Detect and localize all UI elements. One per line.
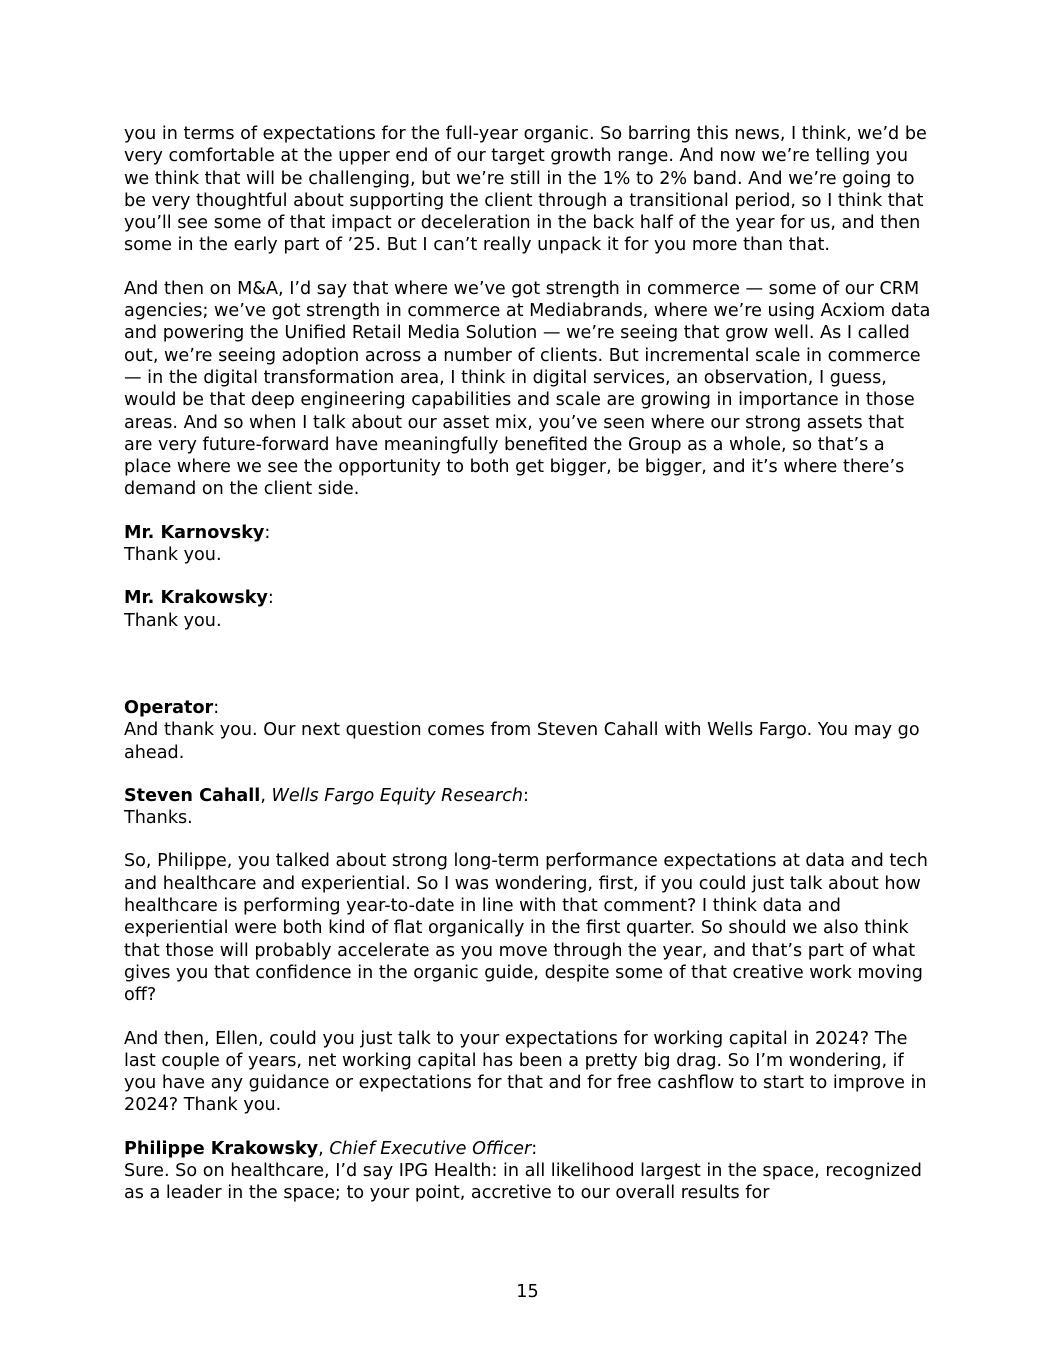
transcript-paragraph: you in terms of expectations for the full-year organic. So barring this news, I think, we’d be very comfortable at the upper end of our target growth range. And now we’re telling you we think that will be challenging, but we’re still in the 1% to 2% band. And we’re going to be very thoughtful about supporting the client through a transitional period, so I think that you’ll see some of that impact or deceleration in the back half of the year for us, and then some in the early part of ’25. But I can’t really unpack it for you more than that. (124, 124, 927, 256)
speaker-text: And thank you. Our next question comes from Steven Cahall with Wells Fargo. You may go ahead. (124, 720, 920, 763)
speaker-text: Thank you. (124, 610, 222, 631)
speaker-name: Mr. Krakowsky (124, 588, 268, 609)
speaker-name: Operator (124, 697, 214, 718)
speaker-text: Thank you. (124, 545, 222, 566)
speaker-heading: Philippe Krakowsky, Chief Executive Officer: (124, 1138, 538, 1159)
speaker-name: Steven Cahall (124, 785, 261, 806)
speaker-block (124, 1138, 936, 1205)
speaker-text: Sure. So on healthcare, I’d say IPG Health: in all likelihood largest in the space, recognized as a leader in the space; to your point, accretive to our overall results for (124, 1160, 922, 1204)
speaker-name: Philippe Krakowsky (124, 1138, 319, 1159)
speaker-block (124, 785, 936, 830)
document-page (124, 123, 936, 1226)
section-gap (124, 653, 936, 697)
page-number: 15 (516, 1282, 539, 1302)
speaker-block (124, 587, 936, 632)
transcript-paragraph: And then, Ellen, could you just talk to your expectations for working capital in 2024? The last couple of years, net working capital has been a pretty big drag. So I’m wondering, if you have any guidance or expectations for that and for free cashflow to start to improve in 2024? Thank you. (124, 1028, 927, 1116)
speaker-name: Mr. Karnovsky (124, 522, 265, 543)
speaker-title: Wells Fargo Equity Research (271, 785, 524, 806)
speaker-block (124, 522, 936, 567)
speaker-title: Chief Executive Officer (329, 1138, 532, 1159)
speaker-text: Thanks. (124, 808, 193, 829)
speaker-heading: Mr. Krakowsky: (124, 588, 274, 609)
transcript-paragraph: And then on M&A, I’d say that where we’ve got strength in commerce — some of our CRM agencies; we’ve got strength in commerce at Mediabrands, where we’re using Acxiom data and powering the Unified Retail Media Solution — we’re seeing that grow well. As I called out, we’re seeing adoption across a number of clients. But incremental scale in commerce — in the digital transformation area, I think in digital services, an observation, I guess, would be that deep engineering capabilities and scale are growing in importance in those areas. And so when I talk about our asset mix, you’ve seen where our strong assets that are very future-forward have meaningfully benefited the Group as a whole, so that’s a place where we see the opportunity to both get bigger, be bigger, and it’s where there’s demand on the client side. (124, 278, 931, 500)
speaker-heading: Mr. Karnovsky: (124, 522, 271, 543)
speaker-block (124, 697, 936, 764)
speaker-heading: Operator: (124, 697, 220, 718)
speaker-heading: Steven Cahall, Wells Fargo Equity Research: (124, 785, 529, 806)
transcript-paragraph: So, Philippe, you talked about strong long-term performance expectations at data and tech and healthcare and experiential. So I was wondering, first, if you could just talk about how healthcare is performing year-to-date in line with that comment? I think data and experiential were both kind of flat organically in the first quarter. So should we also think that those will probably accelerate as you move through the year, and that’s part of what gives you that confidence in the organic guide, despite some of that creative work moving off? (124, 851, 928, 1006)
